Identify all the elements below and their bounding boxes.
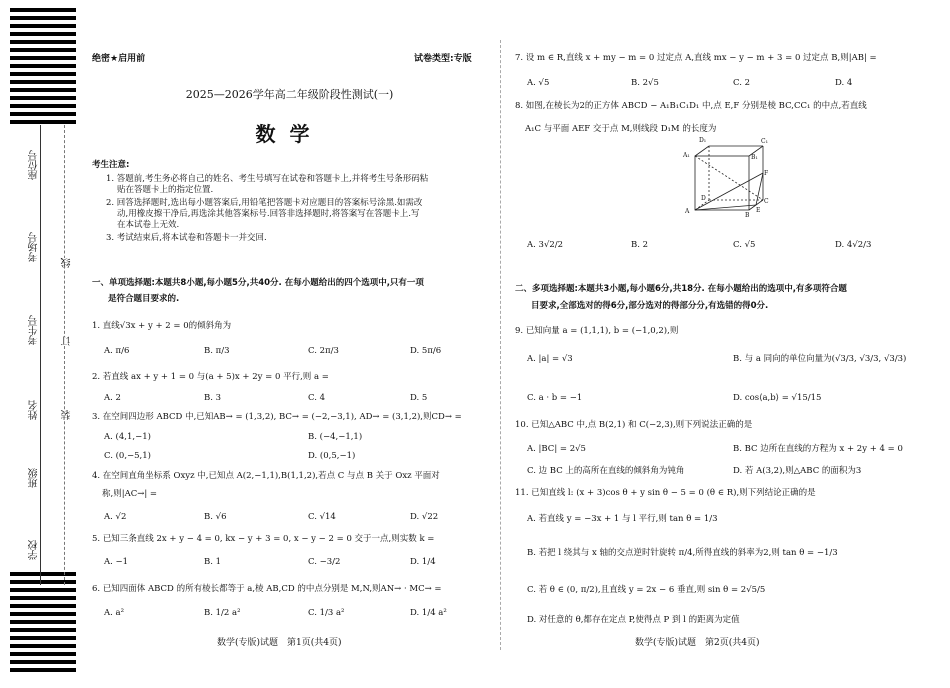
- option-c: C. 1/3 a²: [308, 608, 345, 618]
- cut-label-bind: 订: [62, 336, 73, 346]
- binding-strip: [0, 0, 82, 688]
- option-b: B. (−4,−1,1): [308, 432, 363, 442]
- cube-label-d1: D₁: [699, 137, 707, 144]
- seat-label: 座位号: [29, 150, 40, 180]
- section-2-heading: [515, 284, 920, 311]
- option-a: A. −1: [104, 557, 129, 567]
- section-1-line-2: 是符合题目要求的.: [108, 293, 180, 304]
- school-label: 学校: [29, 540, 40, 560]
- notice-item-2b: 动,用橡皮擦干净后,再选涂其他答案标号.回答非选择题时,将答案写在答题卡上.写: [117, 208, 420, 219]
- option-b: B. √6: [204, 512, 227, 522]
- cut-label-line: 线: [62, 258, 73, 268]
- option-c: C. 边 BC 上的高所在直线的倾斜角为钝角: [527, 466, 685, 476]
- notice-item-1: 1. 答题前,考生务必将自己的姓名、考生号填写在试卷和答题卡上,并将考生号条形码粘: [106, 174, 429, 184]
- option-d: D. 4: [835, 78, 853, 88]
- option-d: D. 5π/6: [410, 346, 442, 356]
- option-a: A. √5: [527, 78, 550, 88]
- option-b: B. 1/2 a²: [204, 608, 241, 618]
- option-c: C. √14: [308, 512, 336, 522]
- question-1: 1. 直线√3x + y + 2 = 0的倾斜角为: [92, 321, 232, 331]
- option-c: C. 若 θ ∈ (0, π/2),且直线 y = 2x − 6 垂直,则 sin θ = 2√5/5: [527, 585, 766, 595]
- option-a: A. √2: [104, 512, 127, 522]
- option-b: B. BC 边所在直线的方程为 x + 2y + 4 = 0: [733, 444, 903, 454]
- option-d: D. √22: [410, 512, 439, 522]
- question-11: 11. 已知直线 l: (x + 3)cos θ + y sin θ − 5 = 0 (θ ∈ R),则下列结论正确的是: [515, 488, 816, 498]
- option-b: B. π/3: [204, 346, 230, 356]
- footer-page-1: 数学(专版)试题 第1页(共4页): [217, 638, 342, 648]
- option-b: B. 1: [204, 557, 222, 567]
- question-8: 8. 如图,在棱长为2的正方体 ABCD − A₁B₁C₁D₁ 中,点 E,F 分别是棱 BC,CC₁ 的中点,若直线: [515, 101, 867, 111]
- page-2: [515, 40, 920, 680]
- question-9: 9. 已知向量 a = (1,1,1), b = (−1,0,2),则: [515, 326, 679, 336]
- cube-label-c1: C₁: [761, 138, 768, 145]
- question-2: 2. 若直线 ax + y + 1 = 0 与(a + 5)x + 2y = 0 平行,则 a =: [92, 372, 329, 382]
- notice-list: [106, 174, 486, 244]
- option-a: A. π/6: [104, 346, 130, 356]
- footer-page-2: 数学(专版)试题 第2页(共4页): [635, 638, 760, 648]
- option-d: D. (0,5,−1): [308, 451, 356, 461]
- question-6: 6. 已知四面体 ABCD 的所有棱长都等于 a,棱 AB,CD 的中点分别是 M,N,则AN→ · MC→ =: [92, 584, 442, 594]
- exam-title: 2025—2026学年高二年级阶段性测试(一): [185, 88, 394, 101]
- option-b: B. 3: [204, 393, 222, 403]
- option-a: A. 2: [104, 393, 121, 403]
- class-label: 班级: [29, 468, 40, 488]
- barcode-bottom: [10, 572, 76, 676]
- option-b: B. 若把 l 绕其与 x 轴的交点逆时针旋转 π/4,所得直线的斜率为2,则 tan θ = −1/3: [527, 548, 838, 558]
- option-d: D. 5: [410, 393, 428, 403]
- option-c: C. 4: [308, 393, 326, 403]
- option-b: B. 2√5: [631, 78, 659, 88]
- notice-item-1b: 贴在答题卡上的指定位置.: [117, 184, 214, 195]
- cube-label-f: F: [764, 170, 769, 177]
- notice-item-2c: 在本试卷上无效.: [117, 219, 180, 230]
- question-5: 5. 已知三条直线 2x + y − 4 = 0, kx − y + 3 = 0, x − y − 2 = 0 交于一点,则实数 k =: [92, 534, 435, 544]
- cube-label-a1: A₁: [683, 152, 690, 159]
- notice-item-3: 3. 考试结束后,将本试卷和答题卡一并交回.: [106, 233, 267, 244]
- option-a: A. 3√2/2: [527, 240, 564, 250]
- section-1-line-1: 一、单项选择题:本题共8小题,每小题5分,共40分. 在每小题给出的四个选项中,只有一项: [92, 278, 424, 288]
- option-d: D. 1/4 a²: [410, 608, 447, 618]
- option-d: D. 1/4: [410, 557, 436, 567]
- name-label: 姓名: [29, 400, 40, 420]
- binding-line: [40, 125, 41, 585]
- cut-label-staple: 装: [62, 410, 73, 420]
- option-c: C. a · b = −1: [527, 393, 583, 403]
- question-4-cont: 称,则|AC→| =: [102, 489, 158, 499]
- option-b: B. 与 a 同向的单位向量为(√3/3, √3/3, √3/3): [733, 354, 907, 364]
- option-a: A. a²: [104, 608, 125, 618]
- notice-title: 考生注意:: [92, 160, 130, 170]
- option-d: D. 若 A(3,2),则△ABC 的面积为3: [733, 466, 862, 476]
- option-a: A. |a| = √3: [527, 354, 573, 364]
- exam-room-label: 考场号: [29, 232, 40, 262]
- confidential-mark: 绝密★启用前: [92, 54, 146, 64]
- option-c: C. 2π/3: [308, 346, 339, 356]
- page-1: [92, 40, 487, 680]
- question-10: 10. 已知△ABC 中,点 B(2,1) 和 C(−2,3),则下列说法正确的是: [515, 420, 753, 430]
- question-4: 4. 在空间直角坐标系 Oxyz 中,已知点 A(2,−1,1),B(1,1,2),若点 C 与点 B 关于 Oxz 平面对: [92, 471, 440, 481]
- notice-item-2: 2. 回答选择题时,选出每小题答案后,用铅笔把答题卡对应题目的答案标号涂黑.如需改: [106, 198, 423, 209]
- section-1-heading: [92, 278, 487, 304]
- exam-no-label: 考生号: [29, 315, 40, 345]
- cube-label-e: E: [756, 207, 761, 214]
- barcode-top: [10, 8, 76, 128]
- page-divider: [500, 40, 502, 650]
- cube-label-c: C: [764, 198, 769, 205]
- question-8-cont: A₁C 与平面 AEF 交于点 M,则线段 D₁M 的长度为: [525, 124, 717, 134]
- cube-figure: [675, 137, 769, 222]
- question-3: 3. 在空间四边形 ABCD 中,已知AB→ = (1,3,2), BC→ = (−2,−3,1), AD→ = (3,1,2),则CD→ =: [92, 412, 462, 422]
- option-c: C. √5: [733, 240, 756, 250]
- subject-title: 数学: [255, 122, 324, 146]
- paper-type: 试卷类型:专版: [414, 54, 472, 64]
- cube-label-d: D: [701, 195, 706, 202]
- cut-line: [64, 125, 65, 585]
- option-b: B. 2: [631, 240, 649, 250]
- option-a: A. 若直线 y = −3x + 1 与 l 平行,则 tan θ = 1/3: [527, 514, 718, 524]
- option-d: D. 4√2/3: [835, 240, 872, 250]
- option-a: A. |BC| = 2√5: [527, 444, 586, 454]
- section-2-line-1: 二、多项选择题:本题共3小题,每小题6分,共18分. 在每小题给出的选项中,有多项符合题: [515, 284, 847, 294]
- option-a: A. (4,1,−1): [104, 432, 151, 442]
- option-c: C. (0,−5,1): [104, 451, 151, 461]
- option-d: D. cos⟨a,b⟩ = √15/15: [733, 393, 822, 403]
- option-d: D. 对任意的 θ,都存在定点 P,使得点 P 到 l 的距离为定值: [527, 615, 740, 625]
- question-7: 7. 设 m ∈ R,直线 x + my − m = 0 过定点 A,直线 mx − y − m + 3 = 0 过定点 B,则|AB| =: [515, 53, 877, 63]
- option-c: C. 2: [733, 78, 751, 88]
- cube-label-b: B: [745, 212, 750, 219]
- option-c: C. −3/2: [308, 557, 341, 567]
- cube-label-a: A: [685, 208, 690, 215]
- section-2-line-2: 目要求,全部选对的得6分,部分选对的得部分分,有选错的得0分.: [531, 300, 769, 311]
- cube-label-b1: B₁: [751, 154, 758, 161]
